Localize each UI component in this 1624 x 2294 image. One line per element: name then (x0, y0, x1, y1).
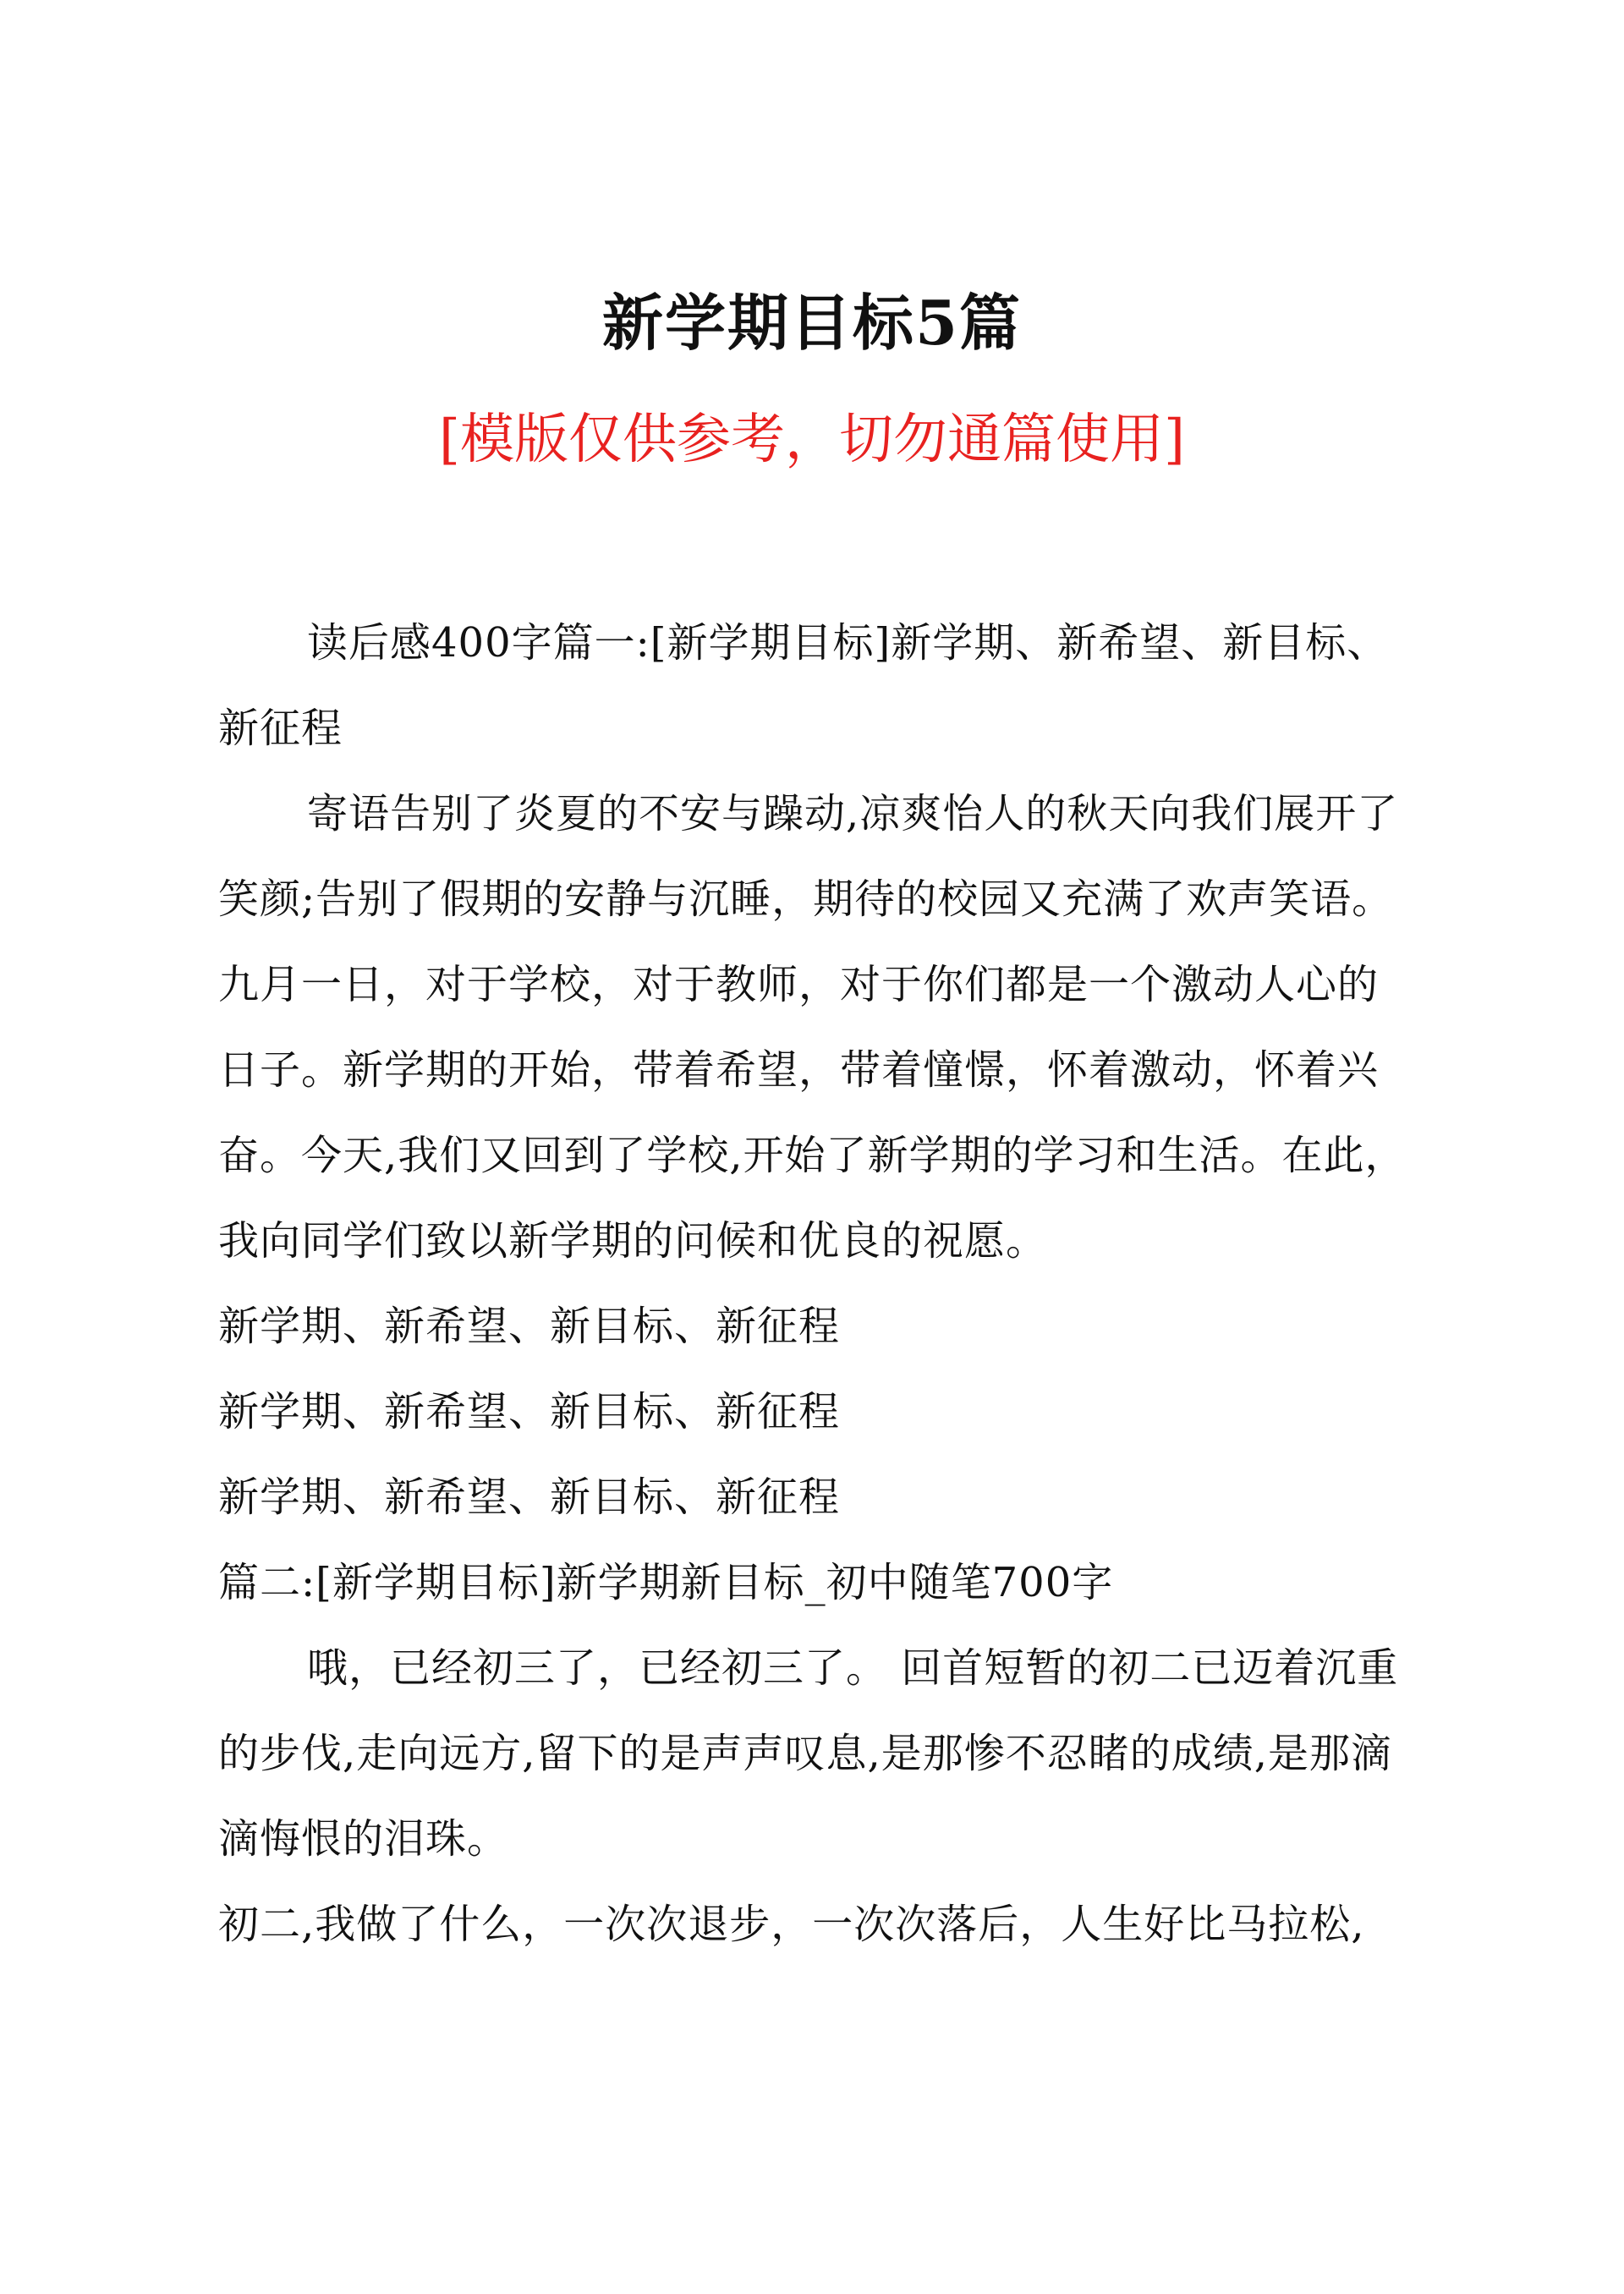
paragraph-3: 初二,我做了什么，一次次退步，一次次落后，人生好比马拉松, (218, 1901, 1365, 1948)
paragraph-heading-1: 读后感400字篇一:[新学期目标]新学期、新希望、新目标、新征程 (218, 619, 1389, 752)
paragraph-repeat-2: 新学期、新希望、新目标、新征程 (218, 1388, 841, 1435)
paragraph-heading-2: 篇二:[新学期目标]新学期新目标_初中随笔700字 (218, 1559, 1114, 1606)
document-title: 新学期目标5篇 (601, 287, 1023, 359)
template-notice: [模版仅供参考，切勿通篇使用] (439, 409, 1185, 471)
paragraph-1: 寄语告别了炎夏的不安与躁动,凉爽怡人的秋天向我们展开了笑颜;告别了假期的安静与沉睡，期待的校园又充满了欢声笑语。九月一日，对于学校，对于教师，对于你们都是一个激动人心的日子。新学期的开始，带着希望，带着憧憬，怀着激动，怀着兴奋。今天,我们又回到了学校,开始了新学期的学习和生活。在此，我向同学们致以新学期的问候和优良的祝愿。 (218, 790, 1407, 1265)
paragraph-2: 哦，已经初三了，已经初三了。 回首短暂的初二已迈着沉重的步伐,走向远方,留下的是声声叹息,是那惨不忍睹的成绩,是那滴滴悔恨的泪珠。 (218, 1644, 1399, 1863)
paragraph-repeat-3: 新学期、新希望、新目标、新征程 (218, 1474, 841, 1521)
document-body (218, 601, 1419, 1967)
paragraph-repeat-1: 新学期、新希望、新目标、新征程 (218, 1303, 841, 1350)
